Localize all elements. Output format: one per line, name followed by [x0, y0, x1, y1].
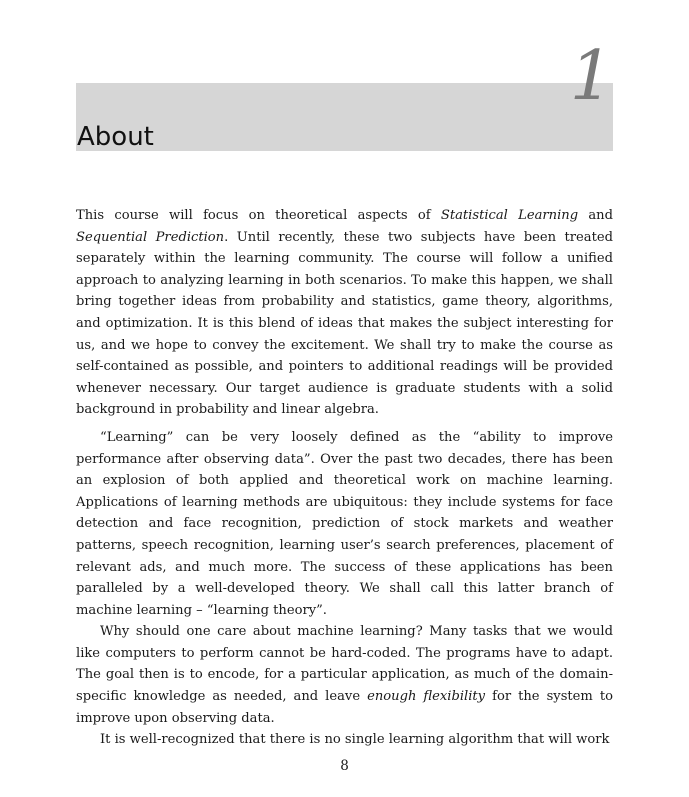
emphasis-enough-flexibility: enough flexibility: [367, 689, 486, 705]
chapter-title: About: [77, 122, 154, 152]
paragraph-text: . Until recently, these two subjects have been treated separately within the learning community. The course will follow a unified approach to analyzing learning in both scenarios. To make this happen, we shall bring together ideas from probability and statistics, game theory, algorithms, and optimization. It is this blend of ideas that makes the subject interesting for us, and we hope to convey the excitement. We shall try to make the course as self-contained as possible, and pointers to additional readings will be provided whenever necessary. Our target audience is graduate students with a solid background in probability and linear algebra.: [76, 229, 614, 418]
chapter-number: 1: [569, 37, 613, 116]
paragraph-intro: [76, 205, 613, 421]
body-text: [76, 205, 613, 751]
paragraph-learning-definition: “Learning” can be very loosely defined as the “ability to improve performance after observing data”. Over the past two decades, there has been an explosion of both applied and theoretical work on machine learning. Applications of learning methods are ubiquitous: they include systems for face detection and face recognition, prediction of stock markets and weather patterns, speech recognition, learning user’s search preferences, placement of relevant ads, and much more. The success of these applications has been paralleled by a well-developed theory. We shall call this latter branch of machine learning – “learning theory”.: [76, 429, 613, 618]
emphasis-statistical-learning: Statistical Learning: [440, 208, 579, 223]
emphasis-sequential-prediction: Sequential Prediction: [76, 229, 225, 245]
paragraph-text: and: [578, 208, 613, 223]
chapter-header: [76, 37, 613, 152]
paragraph-no-single-algorithm: It is well-recognized that there is no single learning algorithm that will work: [100, 732, 610, 748]
page-number: 8: [340, 758, 349, 774]
paragraph-text: This course will focus on theoretical aspects of: [76, 208, 441, 223]
paragraph-text: for the system to improve upon observing data.: [76, 689, 613, 726]
paragraph-why-care: [76, 621, 613, 729]
paragraph-text: Why should one care about machine learning? Many tasks that we would like computers to perform cannot be hard-coded. The programs have to adapt. The goal then is to encode, for a particular application, as much of the domain-specific knowledge as needed, and leave: [76, 624, 613, 705]
